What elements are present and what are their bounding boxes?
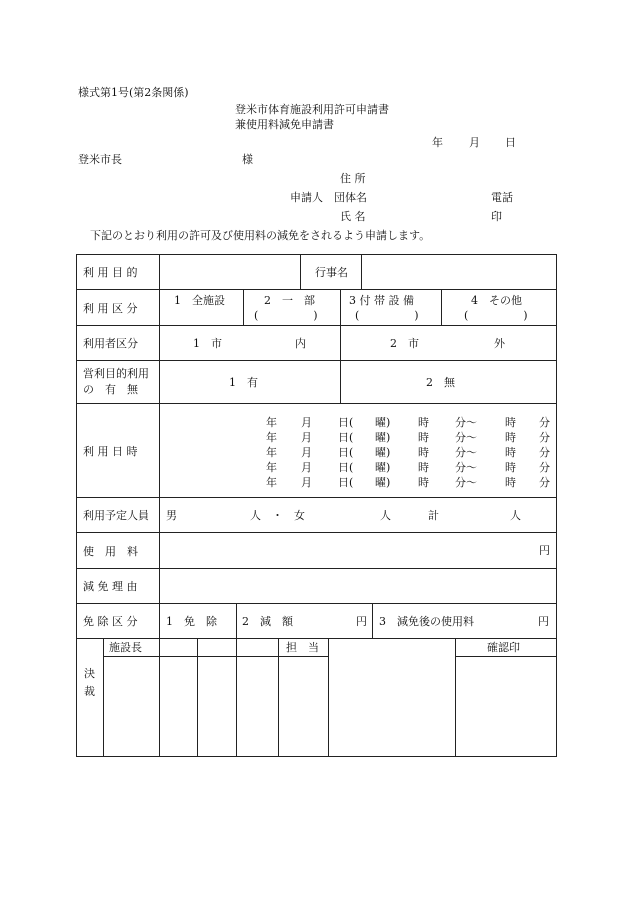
commercial-row (77, 361, 557, 404)
headcount-total-unit: 人 (510, 509, 521, 522)
exemption-option-2-unit: 円 (356, 615, 367, 628)
form-number: 様式第1号(第2条関係) (78, 86, 189, 99)
datetime-entry-row[interactable] (160, 474, 555, 489)
date-month-label: 月 (469, 136, 480, 149)
datetime-entry-row[interactable] (160, 459, 555, 474)
datetime-minute2-label: 分 (539, 461, 550, 474)
datetime-day-label: 日( (338, 446, 354, 459)
applicant-address-label: 住 所 (340, 172, 366, 185)
user-option-2-word: 外 (494, 337, 505, 350)
category-divider-3 (441, 290, 442, 326)
approval-header-line-1 (103, 656, 328, 657)
datetime-cell (160, 404, 557, 498)
approval-header-line-2 (455, 656, 557, 657)
event-name-input[interactable] (370, 266, 550, 279)
category-divider-1 (243, 290, 244, 326)
datetime-hour2-label: 時 (505, 476, 516, 489)
datetime-minute2-label: 分 (539, 416, 550, 429)
datetime-year-label: 年 (266, 476, 277, 489)
headcount-female-label: 人 ・ 女 (250, 509, 305, 522)
datetime-weekday-label: 曜) (375, 431, 391, 444)
datetime-weekday-label: 曜) (375, 416, 391, 429)
date-year-label: 年 (432, 136, 443, 149)
user-category-label: 利用者区分 (77, 326, 160, 361)
datetime-weekday-label: 曜) (375, 461, 391, 474)
headcount-total-label: 計 (428, 509, 439, 522)
fee-cell[interactable] (160, 533, 557, 569)
datetime-minute1-label: 分〜 (455, 476, 477, 489)
exemption-label: 免 除 区 分 (77, 604, 160, 639)
category-option-1[interactable]: 1 全施設 (174, 294, 225, 307)
datetime-year-label: 年 (266, 431, 277, 444)
datetime-year-label: 年 (266, 416, 277, 429)
exemption-divider-1 (236, 604, 237, 639)
datetime-hour2-label: 時 (505, 446, 516, 459)
headcount-male-label: 男 (166, 509, 177, 522)
datetime-month-label: 月 (301, 461, 312, 474)
category-option-2[interactable]: 2 一 部 (264, 294, 315, 307)
datetime-hour1-label: 時 (418, 416, 429, 429)
category-option-4-paren: ( ) (464, 309, 528, 322)
datetime-row (77, 404, 557, 498)
form-title: 登米市体育施設利用許可申請書 (235, 103, 389, 116)
form-subtitle: 兼使用料減免申請書 (235, 118, 334, 131)
commercial-option-no[interactable]: 2 無 (426, 376, 455, 389)
commercial-option-yes[interactable]: 1 有 (229, 376, 258, 389)
datetime-hour1-label: 時 (418, 476, 429, 489)
user-category-cell (160, 326, 557, 361)
category-divider-2 (340, 290, 341, 326)
user-category-divider (340, 326, 341, 361)
approval-label-1: 決 (84, 667, 95, 680)
fee-unit: 円 (539, 544, 550, 557)
datetime-minute1-label: 分〜 (455, 431, 477, 444)
headcount-label: 利用予定人員 (77, 498, 160, 533)
datetime-hour1-label: 時 (418, 446, 429, 459)
facility-head-label: 施設長 (109, 641, 142, 654)
reduction-reason-cell[interactable] (160, 569, 557, 604)
event-name-label: 行事名 (315, 266, 348, 279)
datetime-minute2-label: 分 (539, 476, 550, 489)
fee-label: 使 用 料 (77, 533, 160, 569)
approval-label-2: 裁 (84, 685, 95, 698)
datetime-month-label: 月 (301, 446, 312, 459)
datetime-weekday-label: 曜) (375, 446, 391, 459)
exemption-row (77, 604, 557, 639)
datetime-year-label: 年 (266, 461, 277, 474)
addressee-honorific: 様 (242, 153, 253, 166)
datetime-hour2-label: 時 (505, 416, 516, 429)
purpose-label: 利 用 目 的 (77, 255, 160, 290)
purpose-row (77, 255, 557, 290)
approval-row (77, 639, 557, 757)
commercial-cell (160, 361, 557, 404)
purpose-cell (160, 255, 557, 290)
datetime-day-label: 日( (338, 461, 354, 474)
commercial-divider (340, 361, 341, 404)
category-option-3[interactable]: 3 付 帯 設 備 (349, 294, 414, 307)
commercial-label-line1: 営利目的利用 (83, 367, 149, 380)
category-row (77, 290, 557, 326)
datetime-hour1-label: 時 (418, 431, 429, 444)
category-option-4[interactable]: 4 その他 (471, 294, 522, 307)
user-option-1-num[interactable]: 1 市 (193, 337, 222, 350)
fee-row (77, 533, 557, 569)
exemption-divider-2 (372, 604, 373, 639)
datetime-minute1-label: 分〜 (455, 446, 477, 459)
datetime-day-label: 日( (338, 416, 354, 429)
datetime-hour2-label: 時 (505, 461, 516, 474)
datetime-day-label: 日( (338, 431, 354, 444)
datetime-hour1-label: 時 (418, 461, 429, 474)
applicant-label: 申請人 (290, 191, 323, 204)
exemption-option-2[interactable]: 2 減 額 (242, 615, 293, 628)
datetime-year-label: 年 (266, 446, 277, 459)
confirm-seal-label: 確認印 (487, 641, 520, 654)
datetime-day-label: 日( (338, 476, 354, 489)
exemption-cell (160, 604, 557, 639)
user-option-1-word: 内 (295, 337, 306, 350)
category-option-3-paren: ( ) (355, 309, 419, 322)
commercial-label-cell (77, 361, 160, 404)
datetime-weekday-label: 曜) (375, 476, 391, 489)
exemption-option-3-unit: 円 (538, 615, 549, 628)
category-cell (160, 290, 557, 326)
datetime-entry-row[interactable] (160, 444, 555, 459)
datetime-minute1-label: 分〜 (455, 461, 477, 474)
reduction-reason-row (77, 569, 557, 604)
datetime-minute2-label: 分 (539, 431, 550, 444)
datetime-month-label: 月 (301, 476, 312, 489)
headcount-row (77, 498, 557, 533)
addressee: 登米市長 (78, 153, 122, 166)
headcount-cell (160, 498, 557, 533)
datetime-minute1-label: 分〜 (455, 416, 477, 429)
date-day-label: 日 (505, 136, 516, 149)
applicant-group-label: 団体名 (334, 191, 367, 204)
user-option-2-num[interactable]: 2 市 (390, 337, 419, 350)
datetime-hour2-label: 時 (505, 431, 516, 444)
headcount-female-unit: 人 (380, 509, 391, 522)
exemption-option-3[interactable]: 3 減免後の使用料 (379, 615, 474, 628)
applicant-name-label: 氏 名 (340, 210, 366, 223)
datetime-month-label: 月 (301, 431, 312, 444)
category-option-2-paren: ( ) (254, 309, 318, 322)
datetime-entry-row[interactable] (160, 429, 555, 444)
category-label: 利 用 区 分 (77, 290, 160, 326)
application-form-table (76, 254, 557, 757)
staff-label: 担 当 (286, 641, 319, 654)
datetime-minute2-label: 分 (539, 446, 550, 459)
approval-cell (77, 639, 557, 757)
exemption-option-1[interactable]: 1 免 除 (166, 615, 217, 628)
user-category-row (77, 326, 557, 361)
purpose-input[interactable] (170, 266, 290, 279)
applicant-phone-label: 電話 (491, 191, 513, 204)
approval-line-f (328, 639, 329, 757)
datetime-month-label: 月 (301, 416, 312, 429)
intro-text: 下記のとおり利用の許可及び使用料の減免をされるよう申請します。 (90, 229, 431, 242)
reduction-reason-label: 減 免 理 由 (77, 569, 160, 604)
datetime-label: 利 用 日 時 (77, 404, 160, 498)
commercial-label-line2: の 有 無 (83, 383, 138, 396)
applicant-seal-label: 印 (491, 210, 502, 223)
datetime-entry-row[interactable] (160, 414, 555, 429)
